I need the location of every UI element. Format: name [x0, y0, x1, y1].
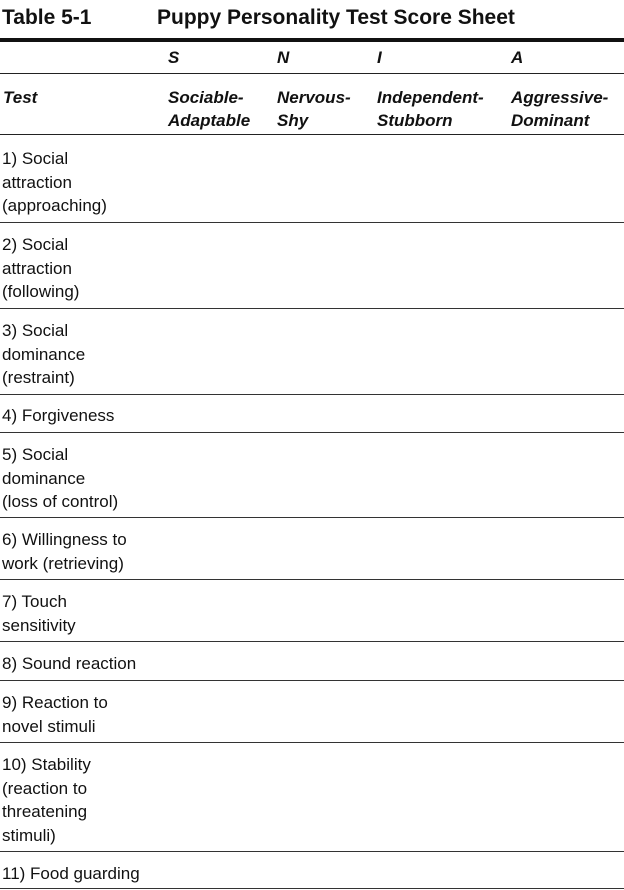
row-divider — [0, 517, 624, 518]
header-nervous: Nervous- Shy — [277, 88, 351, 130]
row-label: 5) Social dominance (loss of control) — [2, 445, 119, 511]
row-divider — [0, 742, 624, 743]
header-bottom-rule — [0, 134, 624, 135]
row-divider — [0, 308, 624, 309]
code-i: I — [377, 48, 382, 67]
row-label: 4) Forgiveness — [2, 406, 115, 425]
code-s: S — [168, 48, 180, 67]
row-label: 11) Food guarding — [2, 864, 140, 883]
row-divider — [0, 432, 624, 433]
header-sociable: Sociable- Adaptable — [168, 88, 251, 130]
row-label: 10) Stability (reaction to threatening stimuli) — [2, 755, 91, 845]
row-divider — [0, 680, 624, 681]
row-label: 1) Social attraction (approaching) — [2, 149, 107, 215]
row-label: 8) Sound reaction — [2, 654, 137, 673]
table-title: Puppy Personality Test Score Sheet — [157, 6, 515, 29]
header-rule — [0, 73, 624, 74]
header-test: Test — [3, 88, 38, 107]
row-label: 6) Willingness to work (retrieving) — [2, 530, 127, 573]
row-divider — [0, 394, 624, 395]
row-divider — [0, 222, 624, 223]
row-label: 7) Touch sensitivity — [2, 592, 76, 635]
row-label: 3) Social dominance (restraint) — [2, 321, 86, 387]
row-label: 2) Social attraction (following) — [2, 235, 80, 301]
row-divider — [0, 888, 624, 889]
row-divider — [0, 579, 624, 580]
table-caption — [0, 0, 624, 40]
code-n: N — [277, 48, 290, 67]
top-rule — [0, 38, 624, 42]
header-independent: Independent- Stubborn — [377, 88, 484, 130]
row-divider — [0, 851, 624, 852]
header-aggressive: Aggressive- Dominant — [511, 88, 609, 130]
table-number: Table 5-1 — [2, 6, 92, 29]
row-divider — [0, 641, 624, 642]
code-a: A — [511, 48, 524, 67]
row-label: 9) Reaction to novel stimuli — [2, 693, 108, 736]
